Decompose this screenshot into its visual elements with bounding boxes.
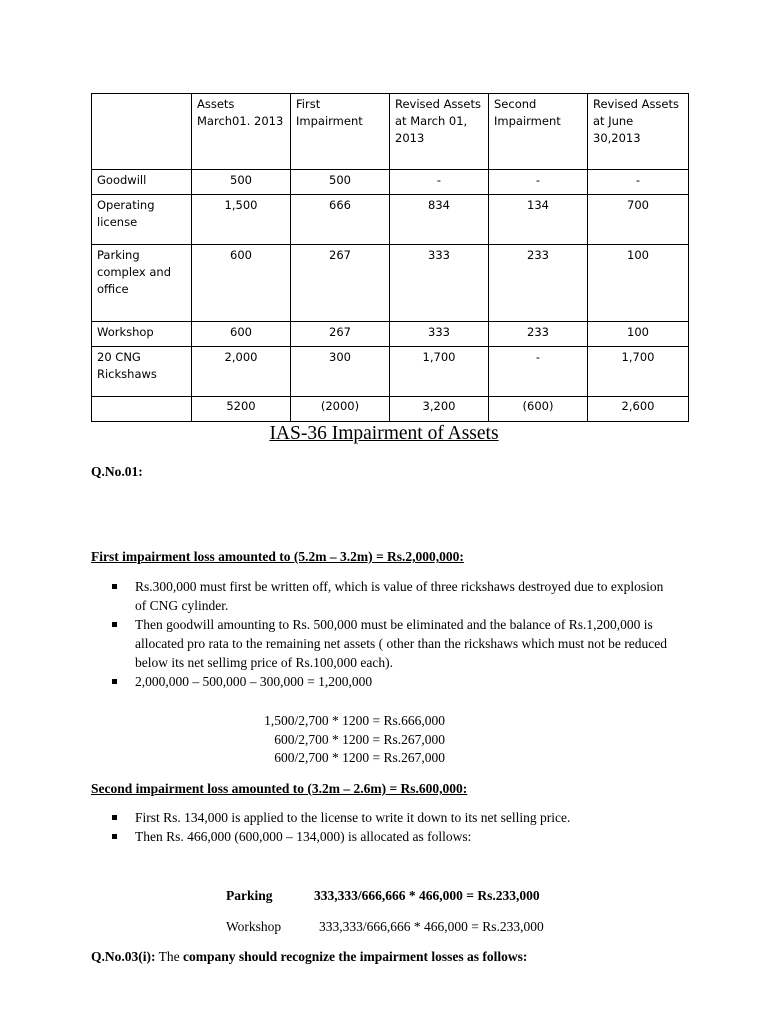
list-item: 2,000,000 – 500,000 – 300,000 = 1,200,000	[108, 672, 668, 691]
table-cell: 2,000	[192, 347, 291, 397]
table-row	[92, 322, 689, 347]
question-3-line	[91, 947, 527, 966]
table-cell: 1,500	[192, 195, 291, 245]
second-impairment-heading: Second impairment loss amounted to (3.2m – 2.6m) = Rs.600,000:	[91, 781, 468, 796]
table-cell: 1,700	[390, 347, 489, 397]
table-cell: 600	[192, 322, 291, 347]
header-cell: First Impairment	[291, 94, 390, 170]
table-cell: 267	[291, 245, 390, 322]
row-label-cell: Operating license	[92, 195, 192, 245]
parking-allocation-formula: 333,333/666,666 * 466,000 = Rs.233,000	[314, 888, 540, 903]
total-cell: 3,200	[390, 397, 489, 422]
table-cell: 700	[588, 195, 689, 245]
second-impairment-bullet-list	[108, 808, 668, 846]
table-row	[92, 170, 689, 195]
calculation-line: 600/2,700 * 1200 = Rs.267,000	[274, 731, 445, 747]
question-1-label: Q.No.01:	[91, 464, 143, 479]
table-cell: 666	[291, 195, 390, 245]
parking-allocation-label: Parking	[226, 888, 273, 903]
header-cell	[92, 94, 192, 170]
table-cell: 834	[390, 195, 489, 245]
total-cell: (2000)	[291, 397, 390, 422]
header-cell: Revised Assets at March 01, 2013	[390, 94, 489, 170]
table-cell: -	[588, 170, 689, 195]
row-label-cell: Workshop	[92, 322, 192, 347]
table-cell: 134	[489, 195, 588, 245]
row-label-cell: Goodwill	[92, 170, 192, 195]
table-cell: 300	[291, 347, 390, 397]
calculation-line: 1,500/2,700 * 1200 = Rs.666,000	[264, 713, 445, 728]
row-label-cell	[92, 397, 192, 422]
table-cell: 267	[291, 322, 390, 347]
table-row	[92, 347, 689, 397]
total-cell: 2,600	[588, 397, 689, 422]
workshop-allocation-label: Workshop	[226, 919, 282, 934]
first-impairment-heading: First impairment loss amounted to (5.2m – 3.2m) = Rs.2,000,000:	[91, 549, 464, 564]
table-cell: 233	[489, 322, 588, 347]
table-cell: -	[390, 170, 489, 195]
table-cell: 1,700	[588, 347, 689, 397]
list-item: Then Rs. 466,000 (600,000 – 134,000) is allocated as follows:	[108, 827, 668, 846]
list-item: Rs.300,000 must first be written off, which is value of three rickshaws destroyed due to explosion of CNG cylinder.	[108, 577, 668, 615]
table-cell: 333	[390, 245, 489, 322]
table-cell: 333	[390, 322, 489, 347]
table-header-row	[92, 94, 689, 170]
list-item: First Rs. 134,000 is applied to the license to write it down to its net selling price.	[108, 808, 668, 827]
table-total-row	[92, 397, 689, 422]
question-3-the: The	[158, 949, 180, 964]
question-3-text: company should recognize the impairment losses as follows:	[183, 949, 528, 964]
table-row	[92, 195, 689, 245]
table-cell: 500	[192, 170, 291, 195]
list-item: Then goodwill amounting to Rs. 500,000 must be eliminated and the balance of Rs.1,200,000 is allocated pro rata to the remaining net assets ( other than the rickshaws which must not be reduced below its net sellimg price of Rs.100,000 each).	[108, 615, 668, 672]
table-cell: 600	[192, 245, 291, 322]
table-cell: 233	[489, 245, 588, 322]
table-cell: 100	[588, 322, 689, 347]
question-3-label: Q.No.03(i):	[91, 949, 156, 964]
calculation-line: 600/2,700 * 1200 = Rs.267,000	[274, 750, 445, 766]
header-cell: Second Impairment	[489, 94, 588, 170]
table-cell: -	[489, 347, 588, 397]
pro-rata-calculations	[225, 712, 445, 768]
row-label-cell: Parking complex and office	[92, 245, 192, 322]
first-impairment-bullet-list	[108, 577, 668, 691]
workshop-allocation-formula: 333,333/666,666 * 466,000 = Rs.233,000	[319, 919, 544, 934]
header-cell: Assets March01. 2013	[192, 94, 291, 170]
table-row	[92, 245, 689, 322]
row-label-cell: 20 CNG Rickshaws	[92, 347, 192, 397]
table-cell: 500	[291, 170, 390, 195]
header-cell: Revised Assets at June 30,2013	[588, 94, 689, 170]
asset-impairment-table	[91, 93, 689, 422]
table-cell: 100	[588, 245, 689, 322]
total-cell: (600)	[489, 397, 588, 422]
total-cell: 5200	[192, 397, 291, 422]
table-cell: -	[489, 170, 588, 195]
page-title: IAS-36 Impairment of Assets	[269, 423, 499, 444]
